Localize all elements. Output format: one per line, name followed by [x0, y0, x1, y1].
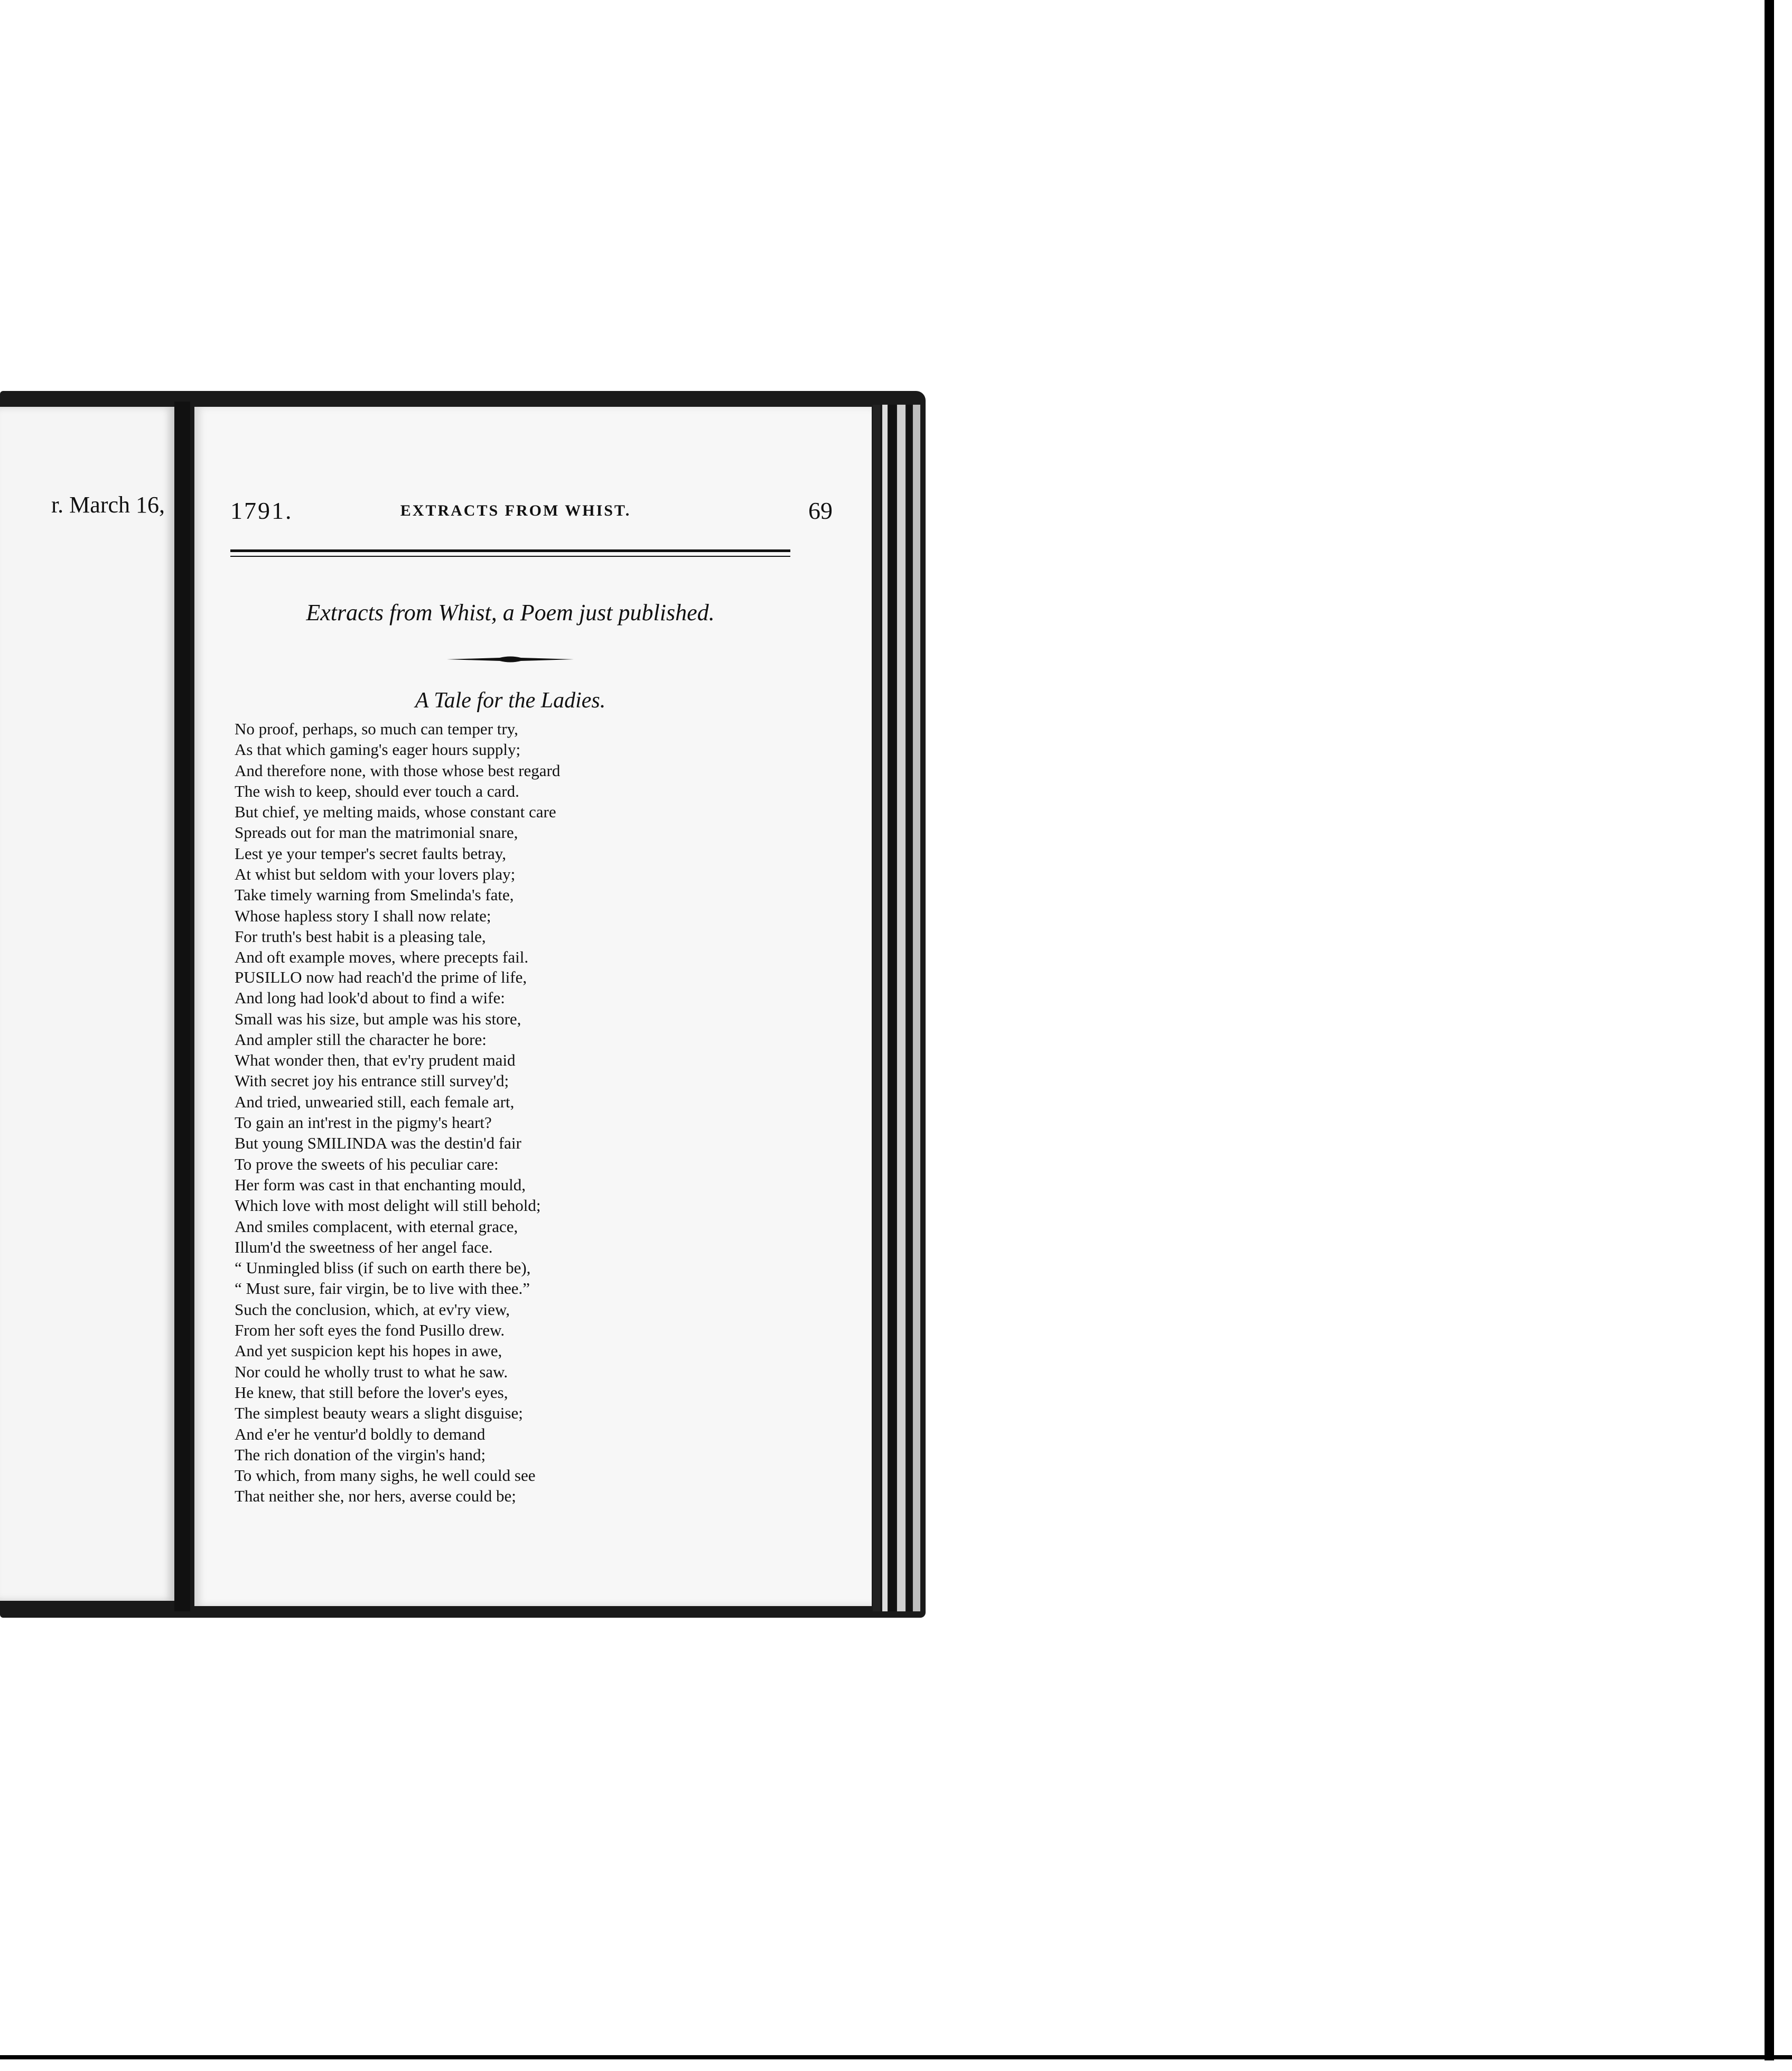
left-page-lines [0, 528, 165, 1408]
scan-border-bottom [0, 2055, 1792, 2059]
poem-line: But young SMILINDA was the destin'd fair [235, 1134, 521, 1153]
left-page-line [0, 1331, 165, 1357]
left-page-line [0, 813, 165, 839]
page-number: 69 [808, 497, 833, 524]
left-page-line [0, 1072, 165, 1098]
left-page-line [0, 1383, 165, 1408]
poem-line: PUSILLO now had reach'd the prime of life, [235, 968, 527, 986]
left-page-line [0, 943, 165, 968]
left-page-line [0, 1253, 165, 1279]
poem-line: And tried, unwearied still, each female art, [235, 1092, 515, 1111]
book-gutter [174, 402, 190, 1611]
poem-line: And long had look'd about to find a wife: [235, 988, 505, 1007]
left-page-line [0, 761, 165, 787]
left-page-line [0, 554, 165, 580]
poem-line: To gain an int'rest in the pigmy's heart? [235, 1113, 492, 1132]
left-page-line [0, 1227, 165, 1253]
left-page-line [0, 528, 165, 554]
left-page-line [0, 684, 165, 710]
left-page-line [0, 994, 165, 1020]
poem-line: For truth's best habit is a pleasing tale, [235, 927, 486, 946]
poem-line: Her form was cast in that enchanting mould, [235, 1175, 526, 1194]
left-page-line [0, 735, 165, 761]
left-running-head: r. March 16, [51, 492, 165, 518]
poem-line: Nor could he wholly trust to what he saw. [235, 1362, 508, 1381]
article-title: Extracts from Whist, a Poem just published. [306, 600, 715, 626]
left-page-line [0, 710, 165, 735]
poem-line: Take timely warning from Smelinda's fate, [235, 885, 514, 904]
left-page-line [0, 917, 165, 943]
poem-line: Illum'd the sweetness of her angel face. [235, 1237, 493, 1256]
left-page [0, 407, 174, 1601]
poem-line: And smiles complacent, with eternal grace, [235, 1217, 518, 1236]
poem-line: The simplest beauty wears a slight disguise; [235, 1404, 523, 1423]
left-page-line [0, 1020, 165, 1046]
poem-line: And ampler still the character he bore: [235, 1030, 487, 1049]
left-page-line [0, 580, 165, 606]
poem-line: The wish to keep, should ever touch a card. [235, 781, 519, 800]
left-page-line [0, 891, 165, 917]
poem-line: Which love with most delight will still behold; [235, 1196, 541, 1215]
right-page [194, 407, 872, 1606]
poem-line: He knew, that still before the lover's eyes, [235, 1383, 508, 1402]
poem-line: “ Unmingled bliss (if such on earth there be), [235, 1258, 531, 1277]
poem-line: But chief, ye melting maids, whose constant care [235, 803, 556, 822]
poem-line: To which, from many sighs, he well could see [235, 1466, 536, 1485]
poem-line: To prove the sweets of his peculiar care: [235, 1154, 499, 1173]
running-head [230, 497, 833, 528]
left-page-line [0, 839, 165, 865]
left-page-line [0, 606, 165, 632]
left-page-line [0, 865, 165, 891]
poem-line: What wonder then, that ev'ry prudent maid [235, 1051, 516, 1070]
poem-line: As that which gaming's eager hours supply; [235, 740, 521, 759]
poem-line: At whist but seldom with your lovers play; [235, 865, 516, 884]
left-page-line [0, 1046, 165, 1072]
poem-subtitle: A Tale for the Ladies. [415, 688, 606, 713]
left-page-line [0, 968, 165, 994]
poem-line: And e'er he ventur'd boldly to demand [235, 1424, 486, 1443]
poem-line: Lest ye your temper's secret faults betray, [235, 844, 507, 863]
left-page-line [0, 658, 165, 684]
left-page-line [0, 1201, 165, 1227]
poem-line: Whose hapless story I shall now relate; [235, 906, 491, 925]
ornament-rule-icon [447, 654, 574, 665]
running-head-title: EXTRACTS FROM WHIST. [400, 502, 631, 519]
poem-stanza-1 [235, 719, 816, 968]
left-page-line [0, 1098, 165, 1124]
poem-line: And oft example moves, where precepts fail. [235, 948, 529, 967]
left-page-line [0, 1176, 165, 1201]
poem-line: And yet suspicion kept his hopes in awe, [235, 1341, 502, 1360]
open-book [0, 391, 930, 1648]
left-page-line [0, 787, 165, 813]
poem-line: “ Must sure, fair virgin, be to live with thee.” [235, 1279, 530, 1298]
left-page-line [0, 1305, 165, 1331]
poem-line: And therefore none, with those whose best regard [235, 761, 561, 780]
left-page-text [0, 491, 165, 1408]
poem-line: With secret joy his entrance still survey'd; [235, 1071, 509, 1090]
left-page-line [0, 632, 165, 658]
left-page-line [0, 1150, 165, 1176]
left-page-line [0, 1124, 165, 1150]
poem-line: Such the conclusion, which, at ev'ry view, [235, 1300, 510, 1319]
poem-line: Small was his size, but ample was his store, [235, 1009, 521, 1028]
poem-line: That neither she, nor hers, averse could be; [235, 1487, 516, 1506]
poem-line: No proof, perhaps, so much can temper try, [235, 720, 518, 738]
double-rule-divider [230, 549, 790, 557]
poem-line: Spreads out for man the matrimonial snare, [235, 823, 518, 842]
running-head-year: 1791. [230, 497, 293, 524]
poem-line: The rich donation of the virgin's hand; [235, 1445, 486, 1464]
left-page-line [0, 1279, 165, 1305]
left-page-line [0, 1357, 165, 1383]
poem-line: From her soft eyes the fond Pusillo drew. [235, 1321, 505, 1340]
poem-stanza-2 [235, 967, 816, 1507]
scan-border-right [1765, 0, 1774, 2060]
page-edges [873, 405, 926, 1611]
